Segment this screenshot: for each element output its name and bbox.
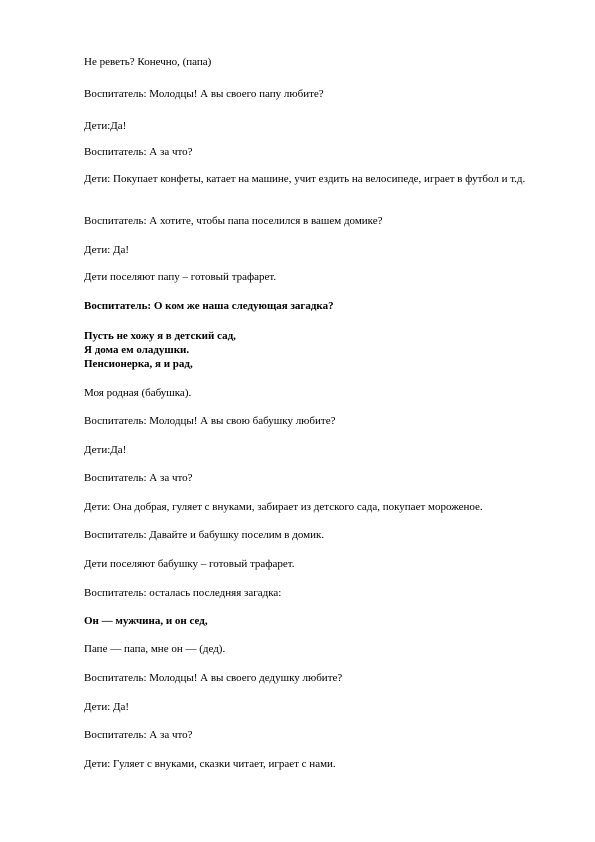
riddle-line-3: Пенсионерка, я и рад, bbox=[84, 358, 193, 370]
paragraph-settle-babushka-stencil: Дети поселяют бабушку – готовый трафарет. bbox=[84, 558, 295, 570]
paragraph-children-yes: Дети:Да! bbox=[84, 120, 127, 132]
paragraph-teacher-settle-papa: Воспитатель: А хотите, чтобы папа поселился в вашем домике? bbox=[84, 215, 383, 227]
paragraph-teacher-last-riddle: Воспитатель: осталась последняя загадка: bbox=[84, 587, 282, 599]
paragraph-children-yes: Дети:Да! bbox=[84, 444, 127, 456]
paragraph-teacher-love-babushka: Воспитатель: Молодцы! А вы свою бабушку любите? bbox=[84, 415, 336, 427]
paragraph-children-papa-reasons: Дети: Покупает конфеты, катает на машине, учит ездить на велосипеде, играет в футбол и т.д. bbox=[84, 173, 526, 185]
paragraph-children-dedushka-reasons: Дети: Гуляет с внуками, сказки читает, играет с нами. bbox=[84, 758, 336, 770]
riddle-line-ded: Он — мужчина, и он сед, bbox=[84, 615, 208, 627]
riddle-line-2: Я дома ем оладушки. bbox=[84, 344, 190, 356]
paragraph-settle-papa-stencil: Дети поселяют папу – готовый трафарет. bbox=[84, 271, 277, 283]
riddle-line-1: Пусть не хожу я в детский сад, bbox=[84, 330, 236, 342]
paragraph-children-yes: Дети: Да! bbox=[84, 244, 130, 256]
paragraph-riddle-answer-babushka: Моя родная (бабушка). bbox=[84, 387, 192, 399]
paragraph-teacher-why: Воспитатель: А за что? bbox=[84, 472, 193, 484]
paragraph-teacher-next-riddle: Воспитатель: О ком же наша следующая загадка? bbox=[84, 300, 334, 312]
paragraph-children-babushka-reasons: Дети: Она добрая, гуляет с внуками, забирает из детского сада, покупает мороженое. bbox=[84, 501, 483, 513]
paragraph-children-yes: Дети: Да! bbox=[84, 701, 130, 713]
paragraph-teacher-love-dedushka: Воспитатель: Молодцы! А вы своего дедушку любите? bbox=[84, 672, 343, 684]
paragraph-riddle-answer-ded: Папе — папа, мне он — (дед). bbox=[84, 643, 226, 655]
paragraph-teacher-why: Воспитатель: А за что? bbox=[84, 729, 193, 741]
paragraph-riddle-answer-papa: Не реветь? Конечно, (папа) bbox=[84, 56, 212, 68]
paragraph-teacher-settle-babushka: Воспитатель: Давайте и бабушку поселим в домик. bbox=[84, 529, 325, 541]
paragraph-teacher-why: Воспитатель: А за что? bbox=[84, 146, 193, 158]
paragraph-teacher-love-papa: Воспитатель: Молодцы! А вы своего папу любите? bbox=[84, 88, 324, 100]
